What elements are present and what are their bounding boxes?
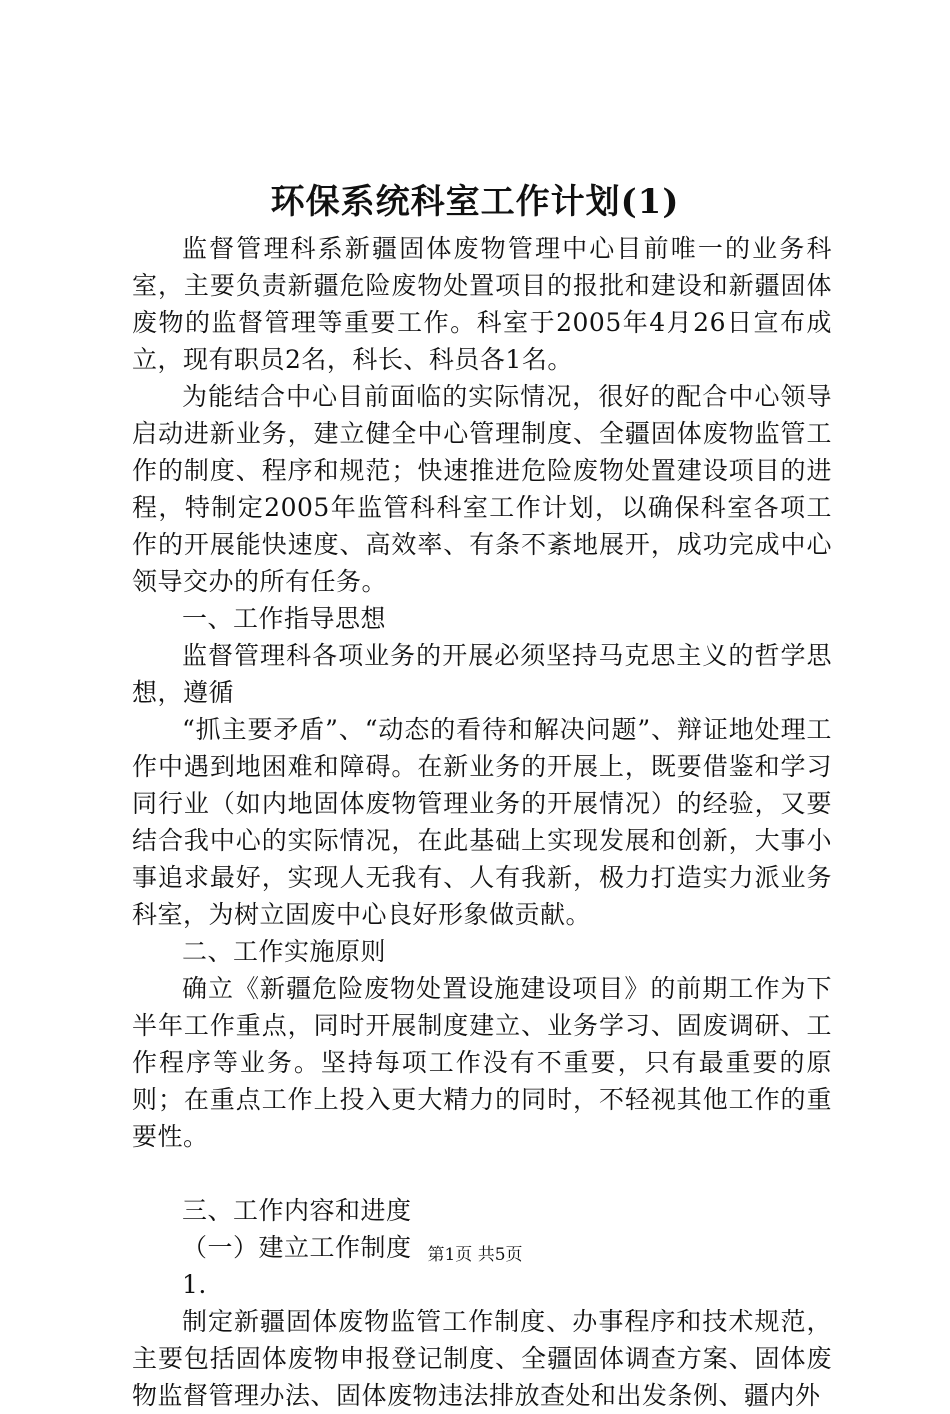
paragraph-purpose: 为能结合中心目前面临的实际情况，很好的配合中心领导启动进新业务，建立健全中心管理制度、全疆固体废物监管工作的制度、程序和规范；快速推进危险废物处置建设项目的进程，特制定2005年监管科科室工作计划，以确保科室各项工作的开展能快速度、高效率、有条不紊地展开，成功完成中心领导交办的所有任务。	[132, 382, 832, 596]
paragraph-work-system: 制定新疆固体废物监管工作制度、办事程序和技术规范，主要包括固体废物申报登记制度、全疆固体调查方案、固体废物监督管理办法、固体废物违法排放查处和出发条例、疆内外	[132, 1307, 832, 1410]
page-footer: 第1页 共5页	[427, 1245, 523, 1265]
subheading-work-system: （一）建立工作制度	[182, 1233, 412, 1262]
heading-guiding-ideology: 一、工作指导思想	[182, 604, 387, 633]
document-title: 环保系统科室工作计划(1)	[270, 182, 680, 222]
paragraph-intro: 监督管理科系新疆固体废物管理中心目前唯一的业务科室，主要负责新疆危险废物处置项目的报批和建设和新疆固体废物的监督管理等重要工作。科室于2005年4月26日宣布成立，现有职员2名，科长、科员各1名。	[132, 234, 832, 374]
list-number: 1.	[182, 1270, 207, 1299]
heading-work-content: 三、工作内容和进度	[182, 1196, 412, 1225]
paragraph-guiding-ideology: 监督管理科各项业务的开展必须坚持马克思主义的哲学思想，遵循	[132, 641, 832, 707]
paragraph-implementation-principles: 确立《新疆危险废物处置设施建设项目》的前期工作为下半年工作重点，同时开展制度建立、业务学习、固废调研、工作程序等业务。坚持每项工作没有不重要，只有最重要的原则；在重点工作上投入更大精力的同时，不轻视其他工作的重要性。	[132, 974, 832, 1151]
paragraph-principles-detail: “抓主要矛盾”、“动态的看待和解决问题”、辩证地处理工作中遇到地困难和障碍。在新业务的开展上，既要借鉴和学习同行业（如内地固体废物管理业务的开展情况）的经验，又要结合我中心的实际情况，在此基础上实现发展和创新，大事小事追求最好，实现人无我有、人有我新，极力打造实力派业务科室，为树立固废中心良好形象做贡献。	[132, 715, 832, 929]
heading-implementation-principles: 二、工作实施原则	[182, 937, 387, 966]
document-body	[132, 230, 832, 1414]
paragraph-spacer	[132, 1155, 832, 1192]
